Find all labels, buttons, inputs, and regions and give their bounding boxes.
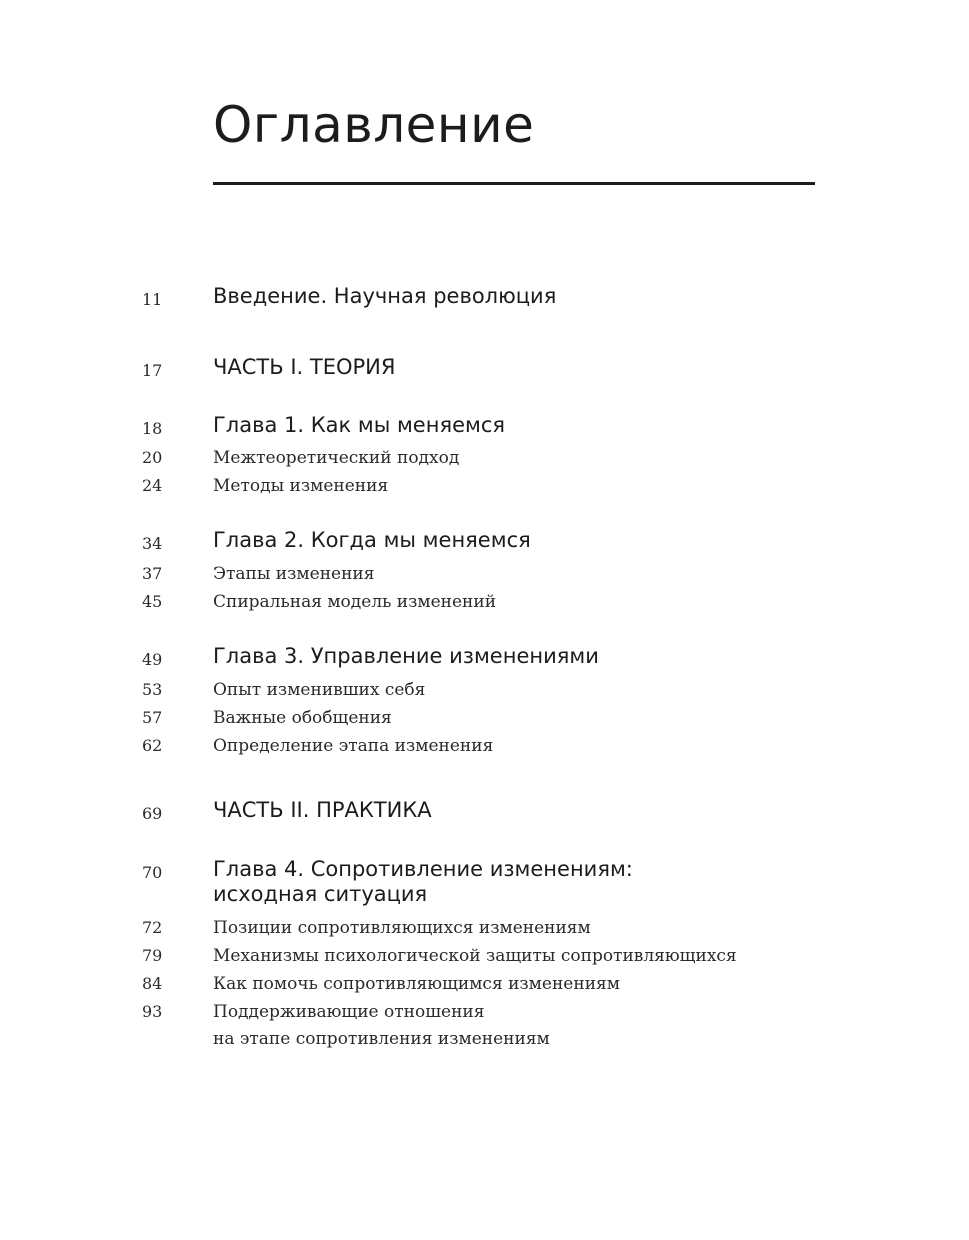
toc-entry-text: Поддерживающие отношения	[213, 1002, 485, 1022]
toc-page-number: 24	[142, 476, 163, 495]
toc-page-number: 18	[142, 419, 163, 438]
toc-entry-text: Механизмы психологической защиты сопротивляющихся	[213, 946, 737, 966]
toc-entry-text: Глава 2. Когда мы меняемся	[213, 528, 531, 552]
toc-entry-text: Глава 1. Как мы меняемся	[213, 413, 506, 437]
toc-entry-text: Межтеоретический подход	[213, 448, 460, 468]
toc-entry-text-continued: исходная ситуация	[213, 882, 428, 906]
toc-page-number: 45	[142, 592, 163, 611]
page-title: Оглавление	[213, 96, 535, 154]
toc-page-number: 93	[142, 1002, 163, 1021]
toc-entry-text: Этапы изменения	[213, 564, 375, 584]
toc-page-number: 62	[142, 736, 163, 755]
toc-page-number: 37	[142, 564, 163, 583]
toc-page-number: 49	[142, 650, 163, 669]
toc-entry-text: Важные обобщения	[213, 708, 392, 728]
toc-page-number: 69	[142, 804, 163, 823]
toc-entry-text: Глава 3. Управление изменениями	[213, 644, 599, 668]
toc-entry-text: Спиральная модель изменений	[213, 592, 497, 612]
toc-page-number: 79	[142, 946, 163, 965]
toc-entry-text: Методы изменения	[213, 476, 389, 496]
toc-page-number: 57	[142, 708, 163, 727]
toc-entry-text: Определение этапа изменения	[213, 736, 494, 756]
toc-page-number: 17	[142, 361, 163, 380]
toc-entry-text: ЧАСТЬ II. ПРАКТИКА	[213, 798, 432, 822]
toc-page-number: 20	[142, 448, 163, 467]
toc-page-number: 34	[142, 534, 163, 553]
toc-page-number: 11	[142, 290, 163, 309]
toc-entry-text: Как помочь сопротивляющимся изменениям	[213, 974, 620, 994]
toc-entry-text: Глава 4. Сопротивление изменениям:	[213, 857, 633, 881]
toc-entry-text: Введение. Научная революция	[213, 284, 557, 308]
toc-entry-text: Позиции сопротивляющихся изменениям	[213, 918, 591, 938]
toc-page-number: 84	[142, 974, 163, 993]
title-divider	[213, 182, 815, 185]
toc-entry-text-continued: на этапе сопротивления изменениям	[213, 1029, 550, 1049]
toc-page-number: 53	[142, 680, 163, 699]
toc-page-number: 70	[142, 863, 163, 882]
toc-entry-text: Опыт изменивших себя	[213, 680, 426, 700]
toc-entry-text: ЧАСТЬ I. ТЕОРИЯ	[213, 355, 396, 379]
toc-page-number: 72	[142, 918, 163, 937]
